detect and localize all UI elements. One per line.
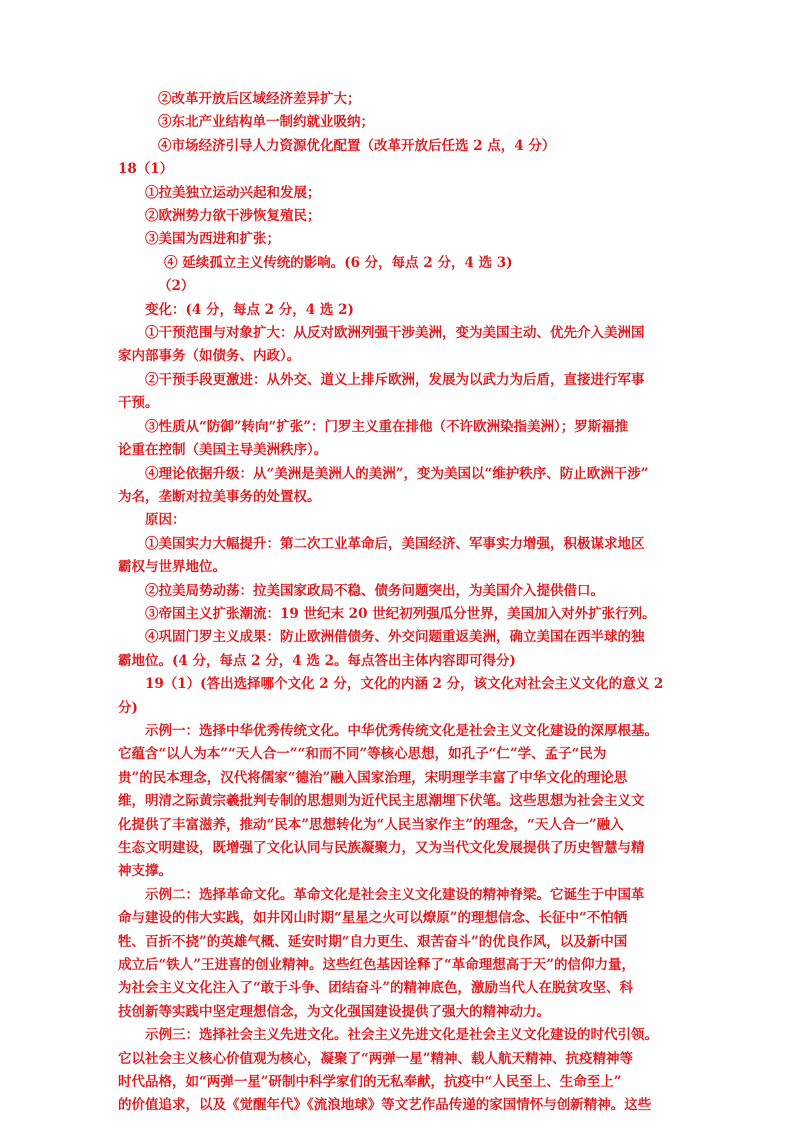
text-line: ④市场经济引导人力资源优化配置（改革开放后任选 2 点，4 分） xyxy=(158,137,556,154)
text-line: ③性质从“防御”转向“扩张”：门罗主义重在排他（不许欧洲染指美洲）；罗斯福推 xyxy=(145,418,629,435)
text-line: 时代品格，如“两弹一星”研制中科学家们的无私奉献，抗疫中“人民至上、生命至上” xyxy=(118,1074,622,1091)
text-line: 变化：(4 分，每点 2 分，4 选 2) xyxy=(145,301,354,318)
text-line: ①拉美独立运动兴起和发展； xyxy=(145,184,321,201)
text-line: 霸权与世界地位。 xyxy=(118,559,226,576)
text-line: ③东北产业结构单一制约就业吸纳； xyxy=(158,114,374,131)
text-line: 原因： xyxy=(145,512,186,529)
text-line: 19（1）(答出选择哪个文化 2 分，文化的内涵 2 分，该文化对社会主义文化的意义 2 xyxy=(145,676,664,693)
text-line: ②改革开放后区域经济差异扩大； xyxy=(158,91,361,107)
text-line: ③帝国主义扩张潮流：19 世纪末 20 世纪初列强瓜分世界，美国加入对外扩张行列。 xyxy=(145,605,656,622)
text-line: 论重在控制（美国主导美洲秩序）。 xyxy=(118,442,328,459)
text-line: （2） xyxy=(158,278,195,295)
text-line: 为社会主义文化注入了“敢于斗争、团结奋斗”的精神底色，激励当代人在脱贫攻坚、科 xyxy=(118,980,634,997)
text-line: 牲、百折不挠”的英雄气概、延安时期“自力更生、艰苦奋斗”的优良作风，以及新中国 xyxy=(118,933,628,950)
text-line: 神支撑。 xyxy=(118,863,172,880)
text-line: 它蕴含“以人为本”“天人合一”“和而不同”等核心思想，如孔子“仁”学、孟子“民为 xyxy=(118,746,607,763)
text-line: 化提供了丰富滋养，推动“民本”思想转化为“人民当家作主”的理念，“天人合一”融入 xyxy=(118,816,624,833)
text-line: 分) xyxy=(118,699,138,716)
text-line: ②欧洲势力欲干涉恢复殖民； xyxy=(145,208,321,225)
text-line: 霸地位。(4 分，每点 2 分，4 选 2。每点答出主体内容即可得分) xyxy=(118,652,516,669)
text-line: 家内部事务（如债务、内政）。 xyxy=(118,348,301,365)
text-line: 技创新等实践中坚定理想信念，为文化强国建设提供了强大的精神动力。 xyxy=(118,1003,550,1020)
text-line: 示例三：选择社会主义先进文化。社会主义先进文化是社会主义文化建设的时代引领。 xyxy=(145,1027,658,1044)
text-line: 生态文明建设，既增强了文化认同与民族凝聚力，又为当代文化发展提供了历史智慧与精 xyxy=(118,840,645,856)
text-line: 18（1） xyxy=(118,161,174,178)
text-line: ②干预手段更激进：从外交、道义上排斥欧洲，发展为以武力为后盾，直接进行军事 xyxy=(145,371,645,388)
text-line: ④理论依据升级：从“美洲是美洲人的美洲”，变为美国以“维护秩序、防止欧洲干涉” xyxy=(145,465,649,482)
text-line: 的价值追求，以及《觉醒年代》《流浪地球》等文艺作品传递的家国情怀与创新精神。这些 xyxy=(118,1097,652,1114)
text-line: 贵”的民本理念，汉代将儒家“德治”融入国家治理，宋明理学丰富了中华文化的理论思 xyxy=(118,769,628,786)
text-line: 命与建设的伟大实践，如井冈山时期“星星之火可以燎原”的理想信念、长征中“不怕牺 xyxy=(118,910,628,927)
answer-document xyxy=(118,88,684,1118)
text-line: ④ 延续孤立主义传统的影响。(6 分，每点 2 分，4 选 3) xyxy=(164,254,513,271)
text-line: 干预。 xyxy=(118,395,159,412)
text-line: 维，明清之际黄宗羲批判专制的思想则为近代民主思潮埋下伏笔。这些思想为社会主义文 xyxy=(118,793,645,810)
text-line: ①干预范围与对象扩大：从反对欧洲列强干涉美洲，变为美国主动、优先介入美洲国 xyxy=(145,325,645,342)
text-line: 示例二：选择革命文化。革命文化是社会主义文化建设的精神脊梁。它诞生于中国革 xyxy=(145,886,645,903)
text-line: ②拉美局势动荡：拉美国家政局不稳、债务问题突出，为美国介入提供借口。 xyxy=(145,582,604,599)
text-line: 它以社会主义核心价值观为核心，凝聚了“两弹一星”精神、载人航天精神、抗疫精神等 xyxy=(118,1050,634,1067)
text-line: 示例一：选择中华优秀传统文化。中华优秀传统文化是社会主义文化建设的深厚根基。 xyxy=(145,722,658,739)
text-line: 为名，垄断对拉美事务的处置权。 xyxy=(118,488,321,505)
text-line: ③美国为西进和扩张； xyxy=(145,231,280,248)
text-line: 成立后“铁人”王进喜的创业精神。这些红色基因诠释了“革命理想高于天”的信仰力量， xyxy=(118,957,636,974)
text-line: ①美国实力大幅提升：第二次工业革命后，美国经济、军事实力增强，积极谋求地区 xyxy=(145,535,645,552)
text-line: ④巩固门罗主义成果：防止欧洲借债务、外交问题重返美洲，确立美国在西半球的独 xyxy=(145,629,645,646)
